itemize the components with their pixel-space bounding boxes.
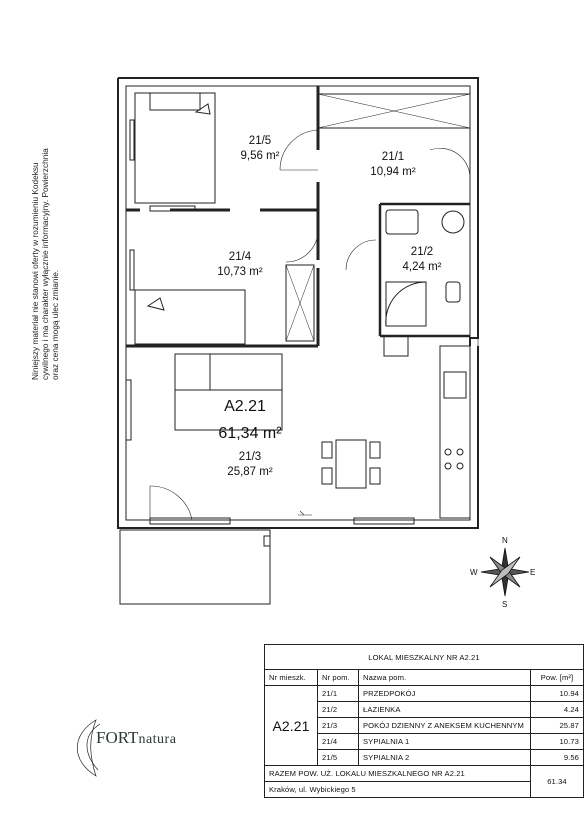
room-num-cell: 21/3 — [318, 718, 359, 734]
unit-code-cell: A2.21 — [265, 686, 318, 766]
room-number: 21/5 — [248, 135, 272, 147]
window-2 — [354, 518, 414, 524]
room-name-cell: PRZEDPOKÓJ — [359, 686, 531, 702]
room-area-cell: 10.73 — [531, 734, 584, 750]
address: Kraków, ul. Wybickiego 5 — [265, 782, 531, 798]
table-total-row — [265, 766, 584, 782]
compass-rose — [481, 548, 529, 596]
window-1 — [150, 518, 230, 524]
table-row — [265, 686, 584, 702]
room-num-cell: 21/2 — [318, 702, 359, 718]
logo-fort: FORT — [96, 728, 139, 747]
disclaimer — [30, 148, 60, 380]
outer-wall — [118, 78, 478, 528]
header-unit: Nr mieszk. — [265, 670, 318, 686]
room-area: 4,24 m² — [402, 261, 442, 273]
header-area: Pow. [m²] — [531, 670, 584, 686]
room-name-cell: ŁAZIENKA — [359, 702, 531, 718]
room-area: 10,73 m² — [217, 266, 263, 278]
room-number: 21/3 — [238, 451, 262, 463]
window-3 — [126, 380, 131, 440]
compass-east: E — [530, 568, 536, 577]
room-area-cell: 10.94 — [531, 686, 584, 702]
room-label-21-3 — [215, 450, 285, 480]
total-label: RAZEM POW. UŻ. LOKALU MIESZKALNEGO NR A2.21 — [265, 766, 531, 782]
room-label-21-1 — [358, 150, 428, 180]
compass-west: W — [470, 568, 478, 577]
balcony — [120, 530, 270, 604]
logo-natura: natura — [138, 732, 177, 747]
bed-4 — [135, 290, 245, 344]
room-name-cell: POKÓJ DZIENNY Z ANEKSEM KUCHENNYM — [359, 718, 531, 734]
room-name-cell: SYPIALNIA 2 — [359, 750, 531, 766]
disclaimer-line: oraz cena mogą ulec zmianie. — [50, 269, 60, 380]
disclaimer-line: Niniejszy materiał nie stanowi oferty w rozumieniu Kodeksu — [30, 162, 40, 380]
room-label-21-4 — [200, 250, 280, 280]
room-num-cell: 21/1 — [318, 686, 359, 702]
sofa — [175, 354, 282, 430]
room-label-21-5 — [230, 134, 290, 164]
room-label-21-2 — [392, 245, 452, 275]
room-num-cell: 21/4 — [318, 734, 359, 750]
table-title-row — [265, 645, 584, 670]
area-table — [264, 644, 584, 798]
total-value: 61.34 — [531, 766, 584, 798]
room-area-cell: 9.56 — [531, 750, 584, 766]
room-number: 21/2 — [410, 246, 434, 258]
disclaimer-line: cywilnego i ma charakter wyłącznie informacyjny. Powierzchnia — [40, 148, 50, 380]
fortnatura-logo — [78, 728, 176, 748]
compass-north: N — [502, 536, 508, 545]
table-header-row — [265, 670, 584, 686]
header-name: Nazwa pom. — [359, 670, 531, 686]
header-num: Nr pom. — [318, 670, 359, 686]
room-area-cell: 25.87 — [531, 718, 584, 734]
closet — [384, 336, 408, 356]
room-area: 9,56 m² — [240, 150, 280, 162]
room-name-cell: SYPIALNIA 1 — [359, 734, 531, 750]
room-area-cell: 4.24 — [531, 702, 584, 718]
compass-south: S — [502, 600, 508, 609]
table-title: LOKAL MIESZKALNY NR A2.21 — [265, 645, 584, 670]
room-num-cell: 21/5 — [318, 750, 359, 766]
unit-area: 61,34 m² — [218, 425, 282, 442]
room-area: 25,87 m² — [227, 466, 273, 478]
room-number: 21/1 — [381, 151, 405, 163]
table — [336, 440, 366, 488]
unit-code: A2.21 — [224, 398, 266, 415]
room-number: 21/4 — [228, 251, 252, 263]
room-area: 10,94 m² — [370, 166, 416, 178]
